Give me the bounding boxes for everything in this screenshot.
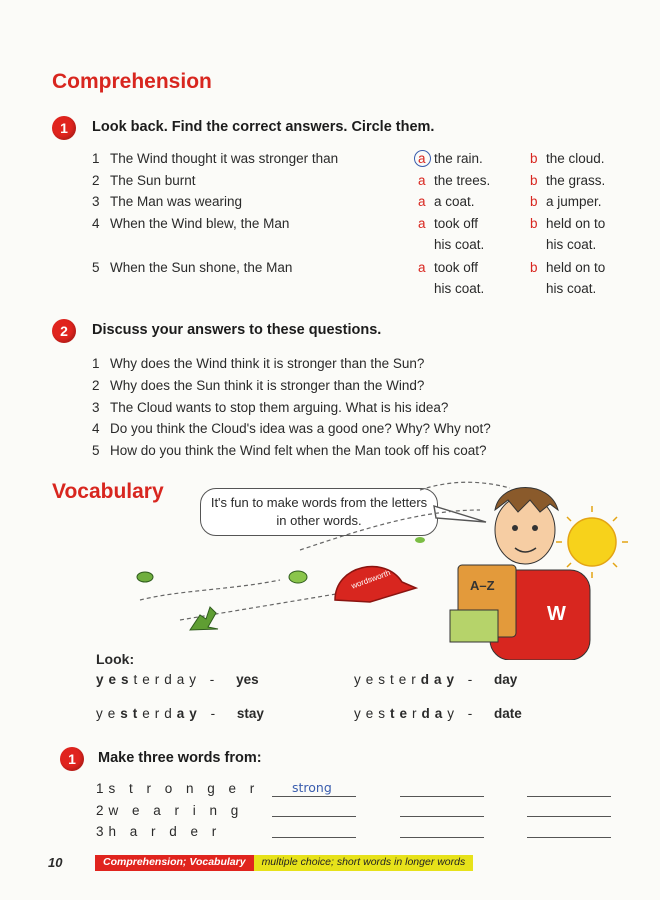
question-text: The Man was wearing <box>110 194 243 209</box>
exercise-number-badge: 1 <box>52 116 76 140</box>
footer-bar <box>95 855 473 871</box>
book-title-text: A–Z <box>470 578 495 593</box>
option-a[interactable] <box>418 173 490 188</box>
option-text: held on to <box>546 216 606 231</box>
question-row <box>92 216 289 231</box>
option-b[interactable] <box>530 260 605 275</box>
answer-blank[interactable] <box>527 816 611 817</box>
boy-figure <box>450 488 590 661</box>
option-letter-a: a <box>418 151 434 166</box>
word-item: 2w e a r i n g <box>96 803 244 818</box>
option-b[interactable] <box>530 173 605 188</box>
discussion-question: 3 The Cloud wants to stop them arguing. What is his idea? <box>92 400 449 415</box>
example-row: yesterday - stay <box>96 706 264 721</box>
option-letter-b: b <box>530 216 538 231</box>
option-text: took off <box>434 260 479 275</box>
answer-blank[interactable] <box>272 837 356 838</box>
example-answer: day <box>494 672 518 687</box>
answer-circle <box>414 150 431 167</box>
option-b[interactable] <box>530 216 605 231</box>
exercise-instruction: Discuss your answers to these questions. <box>92 322 382 338</box>
option-letter-a: a <box>418 173 426 188</box>
question-number: 3 <box>92 194 100 209</box>
answer-blank[interactable] <box>527 837 611 838</box>
option-b[interactable] <box>530 151 605 166</box>
option-text-continued: his coat. <box>546 237 597 252</box>
footer-topics: multiple choice; short words in longer words <box>254 855 474 871</box>
question-text: The Sun burnt <box>110 173 196 188</box>
answer-blank[interactable] <box>272 816 356 817</box>
option-letter-a: a <box>418 194 426 209</box>
option-text: the grass. <box>546 173 606 188</box>
cap-text: wordsworth <box>350 568 392 591</box>
option-text-continued: his coat. <box>434 281 485 296</box>
exercise-number-badge: 1 <box>60 747 84 771</box>
answer-blank[interactable] <box>527 796 611 797</box>
exercise-number-badge: 2 <box>52 319 76 343</box>
question-row <box>92 194 242 209</box>
example-row: yesterday - yes <box>96 672 259 687</box>
speech-text: It's fun to make words from the letters in other words. <box>210 495 428 528</box>
exercise-instruction: Look back. Find the correct answers. Circle them. <box>92 119 435 135</box>
example-answer: yes <box>236 672 259 687</box>
cap-icon <box>335 567 416 602</box>
option-text: the trees. <box>434 173 491 188</box>
look-label: Look: <box>96 651 135 667</box>
option-letter-b: b <box>530 260 538 275</box>
discussion-question: 5 How do you think the Wind felt when the Man took off his coat? <box>92 443 487 458</box>
discussion-question: 4 Do you think the Cloud's idea was a good one? Why? Why not? <box>92 421 491 436</box>
option-a[interactable] <box>418 151 483 166</box>
answer-blank[interactable] <box>400 816 484 817</box>
example-row: yesterday - date <box>354 706 522 721</box>
page-number: 10 <box>48 855 63 870</box>
option-letter-b: b <box>530 151 538 166</box>
option-text-continued: his coat. <box>434 237 485 252</box>
answer-blank[interactable] <box>400 837 484 838</box>
example-row: yesterday - day <box>354 672 518 687</box>
question-number: 1 <box>92 151 100 166</box>
vocabulary-title: Vocabulary <box>52 480 164 503</box>
answer-blank[interactable] <box>272 796 356 797</box>
option-letter-b: b <box>530 173 538 188</box>
comprehension-title: Comprehension <box>52 70 212 93</box>
option-a[interactable] <box>418 216 478 231</box>
example-answer: date <box>494 706 522 721</box>
exercise-instruction: Make three words from: <box>98 750 262 766</box>
word-item: 1s t r o n g e r <box>96 781 260 796</box>
option-letter-a: a <box>418 216 426 231</box>
question-number: 2 <box>92 173 100 188</box>
example-answer: stay <box>236 706 264 721</box>
option-a[interactable] <box>418 194 475 209</box>
question-row <box>92 151 338 166</box>
question-row <box>92 173 196 188</box>
shirt-letter: W <box>547 603 566 625</box>
question-text: When the Sun shone, the Man <box>110 260 293 275</box>
question-text: The Wind thought it was stronger than <box>110 151 339 166</box>
answer-blank[interactable] <box>400 796 484 797</box>
option-letter-a: a <box>418 260 426 275</box>
option-text: took off <box>434 216 479 231</box>
question-number: 4 <box>92 216 100 231</box>
option-text: held on to <box>546 260 606 275</box>
option-text: the cloud. <box>546 151 605 166</box>
handwritten-answer: strong <box>292 780 332 795</box>
question-text: When the Wind blew, the Man <box>110 216 290 231</box>
option-text: the rain. <box>434 151 483 166</box>
option-text-continued: his coat. <box>546 281 597 296</box>
question-row <box>92 260 292 275</box>
option-b[interactable] <box>530 194 602 209</box>
option-a[interactable] <box>418 260 478 275</box>
option-text: a jumper. <box>546 194 602 209</box>
option-text: a coat. <box>434 194 475 209</box>
wind-lines <box>140 482 510 620</box>
sun-icon <box>556 506 628 578</box>
option-letter-b: b <box>530 194 538 209</box>
question-number: 5 <box>92 260 100 275</box>
footer-section: Comprehension; Vocabulary <box>95 855 254 871</box>
word-item: 3h a r d e r <box>96 824 222 839</box>
discussion-question: 1 Why does the Wind think it is stronger than the Sun? <box>92 356 425 371</box>
discussion-question: 2 Why does the Sun think it is stronger than the Wind? <box>92 378 425 393</box>
illustration <box>120 470 640 660</box>
